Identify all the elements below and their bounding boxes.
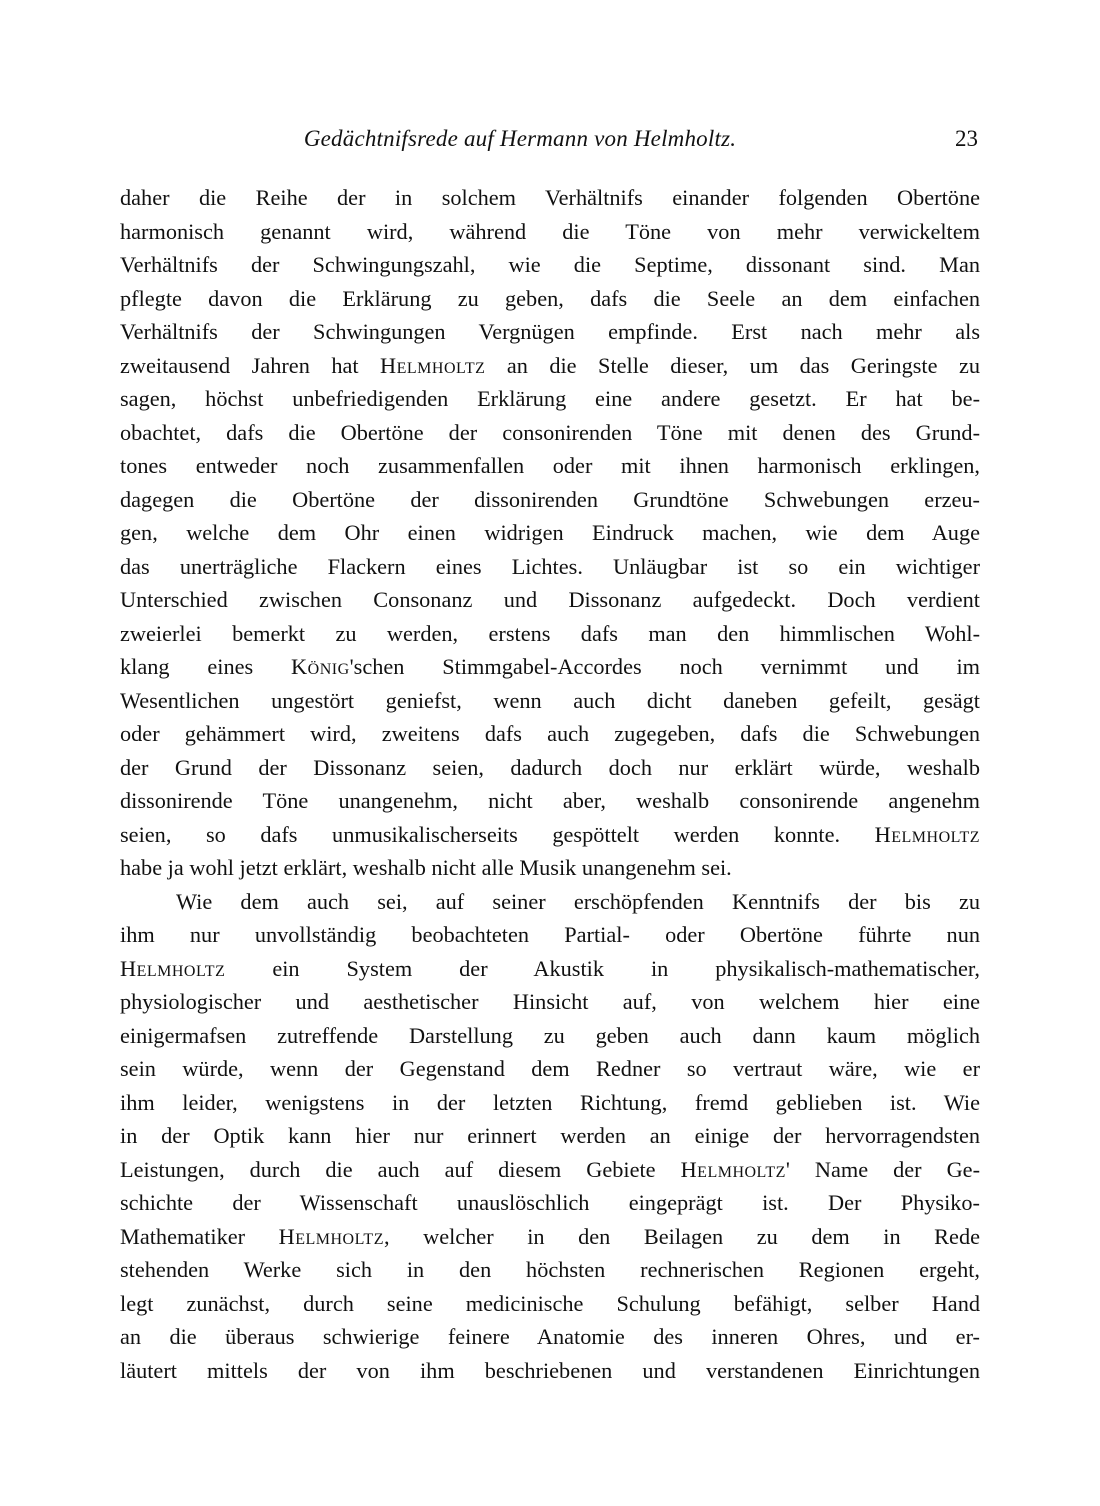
text-span: ' Name der Ge- — [785, 1156, 980, 1182]
text-line — [120, 952, 980, 986]
text-span: , welcher in den Beilagen zu dem in Rede — [383, 1223, 980, 1249]
text-line — [120, 818, 980, 852]
text-line: pflegte davon die Erklärung zu geben, dafs die Seele an dem einfachen — [120, 285, 980, 311]
text-line — [120, 1153, 980, 1187]
text-line: obachtet, dafs die Obertöne der consonirenden Töne mit denen des Grund- — [120, 419, 980, 445]
text-line: gen, welche dem Ohr einen widrigen Eindruck machen, wie dem Auge — [120, 520, 980, 545]
text-line: tones entweder noch zusammenfallen oder mit ihnen harmonisch erklingen, — [120, 453, 980, 478]
text-span: Mathematiker — [120, 1223, 279, 1249]
text-line: physiologischer und aesthetischer Hinsicht auf, von welchem hier eine — [120, 989, 980, 1014]
text-line: sagen, höchst unbefriedigenden Erklärung eine andere gesetzt. Er hat be- — [120, 386, 980, 411]
text-line: dagegen die Obertöne der dissonirenden Grundtöne Schwebungen erzeu- — [120, 486, 980, 512]
running-head-title: Gedächtnifsrede auf Hermann von Helmholtz. — [303, 126, 737, 151]
text-line: daher die Reihe der in solchem Verhältnifs einander folgenden Obertöne — [120, 185, 980, 210]
page-number: 23 — [955, 126, 978, 151]
small-caps-name: Helmholtz — [278, 1223, 384, 1249]
text-line: habe ja wohl jetzt erklärt, weshalb nicht alle Musik unangenehm sei. — [120, 855, 732, 880]
small-caps-name: Helmholtz — [120, 955, 226, 981]
text-span: seien, so dafs unmusikalischerseits gespöttelt werden konnte. — [120, 821, 875, 847]
text-span: an die Stelle dieser, um das Geringste zu — [485, 352, 980, 378]
text-line: zweierlei bemerkt zu werden, erstens dafs man den himmlischen Wohl- — [120, 620, 980, 646]
text-line: Verhältnifs der Schwingungszahl, wie die Septime, dissonant sind. Man — [120, 252, 980, 277]
text-line: ihm nur unvollständig beobachteten Partial- oder Obertöne führte nun — [120, 922, 980, 947]
text-line — [120, 650, 980, 684]
text-span: ein System der Akustik in physikalisch-mathematischer, — [225, 955, 980, 981]
text-span: Leistungen, durch die auch auf diesem Gebiete — [120, 1156, 681, 1182]
small-caps-name: Helmholtz — [380, 352, 486, 378]
small-caps-name: Helmholtz — [680, 1156, 786, 1182]
text-line: läutert mittels der von ihm beschriebenen und verstandenen Einrichtungen — [120, 1357, 980, 1383]
text-line: oder gehämmert wird, zweitens dafs auch zugegeben, dafs die Schwebungen — [120, 721, 980, 746]
text-span: klang eines — [120, 654, 292, 679]
text-line: harmonisch genannt wird, während die Töne von mehr verwickeltem — [120, 218, 980, 244]
text-line: Verhältnifs der Schwingungen Vergnügen empfinde. Erst nach mehr als — [120, 319, 980, 344]
text-line: einigermafsen zutreffende Darstellung zu geben auch dann kaum möglich — [120, 1022, 980, 1048]
text-line: stehenden Werke sich in den höchsten rechnerischen Regionen ergeht, — [120, 1257, 980, 1282]
text-line — [120, 349, 980, 383]
running-head — [120, 126, 980, 160]
text-line: Unterschied zwischen Consonanz und Dissonanz aufgedeckt. Doch verdient — [120, 587, 980, 612]
text-line: Wie dem auch sei, auf seiner erschöpfenden Kenntnifs der bis zu — [176, 888, 980, 914]
text-line: das unerträgliche Flackern eines Lichtes. Unläugbar ist so ein wichtiger — [120, 553, 980, 579]
text-line: legt zunächst, durch seine medicinische Schulung befähigt, selber Hand — [120, 1290, 980, 1316]
text-span: 'schen Stimmgabel-Accordes noch vernimmt und im — [349, 654, 980, 679]
text-line: Wesentlichen ungestört geniefst, wenn auch dicht daneben gefeilt, gesägt — [120, 687, 980, 713]
small-caps-name: König — [291, 654, 350, 679]
text-line: der Grund der Dissonanz seien, dadurch doch nur erklärt würde, weshalb — [120, 754, 980, 780]
text-line: dissonirende Töne unangenehm, nicht aber, weshalb consonirende angenehm — [120, 788, 980, 813]
text-line: sein würde, wenn der Gegenstand dem Redner so vertraut wäre, wie er — [120, 1056, 980, 1081]
text-line: schichte der Wissenschaft unauslöschlich eingeprägt ist. Der Physiko- — [120, 1190, 980, 1215]
text-line: ihm leider, wenigstens in der letzten Richtung, fremd geblieben ist. Wie — [120, 1089, 980, 1115]
text-line: an die überaus schwierige feinere Anatomie des inneren Ohres, und er- — [120, 1324, 980, 1349]
text-span: zweitausend Jahren hat — [120, 352, 381, 378]
small-caps-name: Helmholtz — [874, 821, 980, 847]
body-text — [120, 181, 980, 1387]
text-line — [120, 1220, 980, 1254]
text-line: in der Optik kann hier nur erinnert werden an einige der hervorragendsten — [120, 1123, 980, 1148]
